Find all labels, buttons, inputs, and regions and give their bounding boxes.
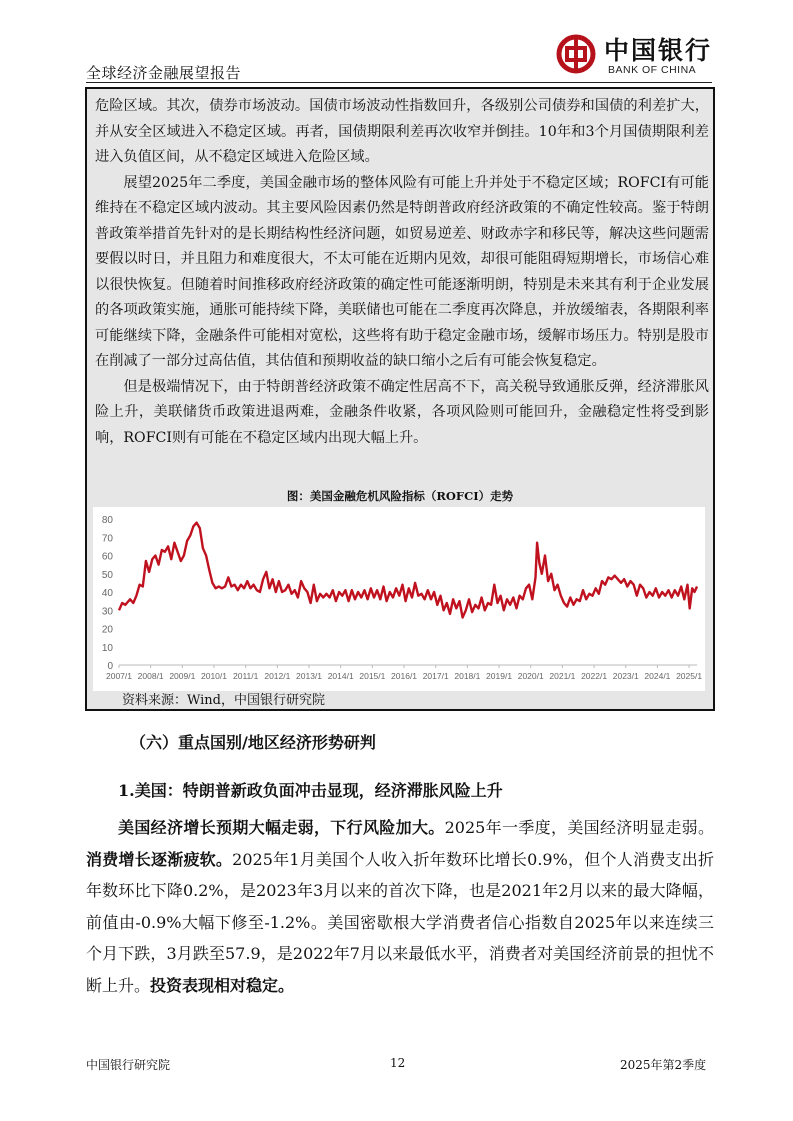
boc-emblem-icon bbox=[556, 34, 596, 74]
x-tick-label: 2024/1 bbox=[644, 671, 671, 681]
body-paragraph bbox=[86, 812, 714, 1001]
bank-logo bbox=[556, 30, 716, 78]
section-heading: （六）重点国别/地区经济形势研判 bbox=[130, 733, 376, 752]
y-tick-label: 40 bbox=[101, 588, 113, 599]
x-tick-label: 2021/1 bbox=[549, 671, 576, 681]
box-paragraph-2: 展望2025年二季度，美国金融市场的整体风险有可能上升并处于不稳定区域；ROFCI有可能维持在不稳定区域内波动。其主要风险因素仍然是特朗普政府经济政策的不确定性较高。鉴于特朗普政策举措首先针对的是长期结构性经济问题，如贸易逆差、财政赤字和移民等，解决这些问题需要假以时日，并且阻力和难度很大，不太可能在近期内见效，却很可能阻碍短期增长，市场信心难以很快恢复。但随着时间推移政府经济政策的确定性可能逐渐明朗，特别是未来其有利于企业发展的各项政策实施，通胀可能持续下降，美联储也可能在二季度再次降息，并放缓缩表，各期限利率可能继续下降，金融条件可能相对宽松，这些将有助于稳定金融市场，缓解市场压力。特别是股市在削减了一部分过高估值，其估值和预期收益的缺口缩小之后有可能会恢复稳定。 bbox=[95, 174, 709, 369]
body-bold-b: 消费增长逐渐疲软。 bbox=[86, 849, 233, 869]
footer-org: 中国银行研究院 bbox=[86, 1058, 171, 1072]
x-tick-label: 2014/1 bbox=[327, 671, 354, 681]
x-tick-label: 2018/1 bbox=[454, 671, 481, 681]
y-tick-label: 30 bbox=[101, 606, 113, 618]
x-tick-label: 2015/1 bbox=[359, 671, 386, 681]
body-text-b: 2025年1月美国个人收入折年数环比增长0.9%，但个人消费支出折年数环比下降0.2%，是2023年3月以来的首次下降，也是2021年2月以来的最大降幅，前值由-0.9%大幅下修至-1.2%。美国密歇根大学消费者信心指数自2025年以来连续三个月下跌，3月跌至57.9，是2022年7月以来最低水平，消费者对美国经济前景的担忧不断上升。 bbox=[86, 849, 714, 995]
box-paragraph-1: 危险区域。其次，债券市场波动。国债市场波动性指数回升，各级别公司债券和国债的利差扩大，并从安全区域进入不稳定区域。再者，国债期限利差再次收窄并倒挂。10年和3个月国债期限利差进入负值区间，从不稳定区域进入危险区域。 bbox=[95, 98, 709, 165]
x-tick-label: 2009/1 bbox=[169, 671, 196, 681]
y-tick-label: 60 bbox=[101, 551, 113, 563]
x-tick-label: 2011/1 bbox=[232, 671, 259, 681]
page-number: 12 bbox=[390, 1056, 406, 1070]
logo-english-name: BANK OF CHINA bbox=[608, 64, 697, 76]
body-text-a: 2025年一季度，美国经济明显走弱。 bbox=[444, 818, 714, 837]
figure-source: 资料来源：Wind，中国银行研究院 bbox=[122, 693, 325, 708]
rofci-chart-svg bbox=[93, 507, 705, 691]
logo-chinese-name: 中国银行 bbox=[604, 36, 713, 65]
y-tick-label: 80 bbox=[101, 515, 113, 526]
body-bold-c: 投资表现相对稳定。 bbox=[150, 975, 295, 995]
y-tick-label: 10 bbox=[101, 642, 113, 654]
analysis-box bbox=[85, 87, 715, 711]
y-tick-label: 70 bbox=[101, 533, 113, 545]
x-tick-label: 2023/1 bbox=[612, 671, 639, 681]
x-tick-label: 2017/1 bbox=[422, 671, 449, 681]
x-tick-label: 2008/1 bbox=[137, 671, 164, 681]
footer-period: 2025年第2季度 bbox=[620, 1058, 707, 1072]
y-tick-label: 50 bbox=[101, 569, 113, 581]
box-paragraph-3: 但是极端情况下，由于特朗普经济政策不确定性居高不下，高关税导致通胀反弹，经济滞胀风险上升，美联储货币政策进退两难，金融条件收紧，各项风险则可能回升，金融稳定性将受到影响，ROFCI则有可能在不稳定区域内出现大幅上升。 bbox=[95, 378, 709, 446]
x-tick-label: 2020/1 bbox=[517, 671, 544, 681]
report-title: 全球经济金融展望报告 bbox=[86, 64, 242, 82]
x-tick-label: 2010/1 bbox=[201, 671, 228, 681]
body-bold-a: 美国经济增长预期大幅走弱，下行风险加大。 bbox=[118, 818, 445, 837]
header-divider bbox=[86, 82, 712, 83]
y-tick-label: 0 bbox=[107, 661, 113, 672]
x-tick-label: 2016/1 bbox=[391, 671, 418, 681]
figure-title: 图：美国金融危机风险指标（ROFCI）走势 bbox=[286, 489, 514, 503]
rofci-chart bbox=[93, 507, 705, 691]
y-tick-label: 20 bbox=[101, 624, 113, 636]
x-tick-label: 2012/1 bbox=[264, 671, 291, 681]
x-tick-label: 2022/1 bbox=[581, 671, 608, 681]
x-tick-label: 2025/1 bbox=[676, 671, 703, 681]
rofci-series-line bbox=[119, 523, 697, 618]
subsection-heading: 1.美国：特朗普新政负面冲击显现，经济滞胀风险上升 bbox=[118, 781, 503, 800]
x-tick-label: 2007/1 bbox=[106, 671, 132, 681]
x-tick-label: 2013/1 bbox=[296, 671, 323, 681]
box-text bbox=[95, 94, 709, 451]
body-paragraph-1 bbox=[86, 812, 714, 1001]
x-tick-label: 2019/1 bbox=[486, 671, 513, 681]
